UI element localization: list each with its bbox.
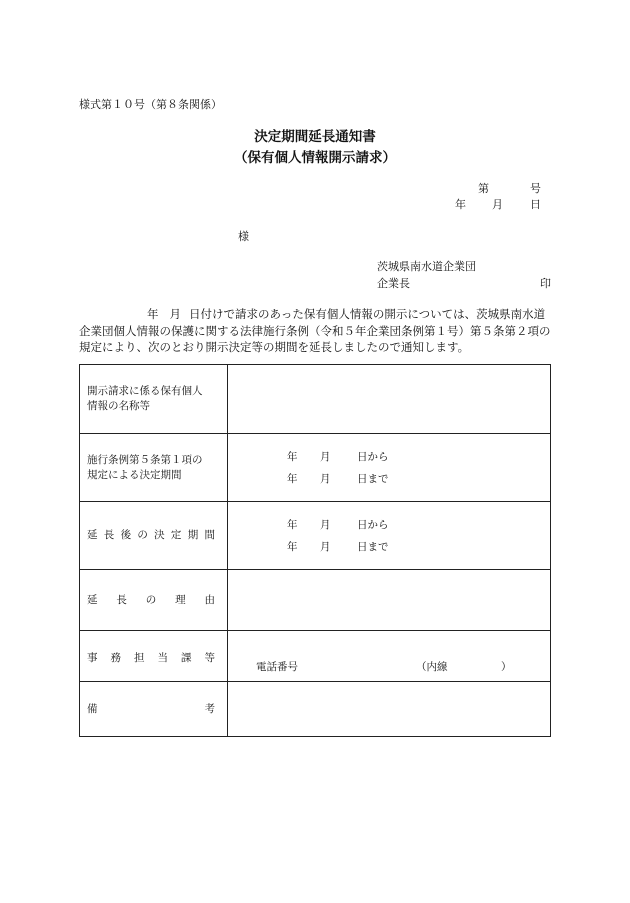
issuer-seal: 印	[540, 277, 551, 290]
row-info-name	[80, 365, 551, 434]
body-rest: 日付けで請求のあった保有個人情報の開示については、茨城県南水道企業団個人情報の保護に関する法律施行条例（令和５年企業団条例第１号）第５条第２項の規定により、次のとおり開示決定等の期間を延長しましたので通知します。	[79, 307, 551, 354]
row-remarks	[80, 682, 551, 737]
label-info-name: 開示請求に係る保有個人 情報の名称等	[80, 365, 228, 434]
date-year: 年	[455, 198, 466, 211]
document-title: 決定期間延長通知書	[254, 129, 376, 145]
doc-number-dai: 第	[478, 182, 489, 195]
value-reason[interactable]	[228, 570, 551, 631]
row-original-period	[80, 434, 551, 502]
issuer-org: 茨城県南水道企業団	[377, 260, 476, 273]
value-info-name[interactable]	[228, 365, 551, 434]
extension-close: ）	[501, 661, 512, 673]
label-office: 事 務 担 当 課 等	[80, 631, 228, 682]
value-office[interactable]	[228, 631, 551, 682]
row-reason	[80, 570, 551, 631]
date-month: 月	[492, 198, 503, 211]
extended-period-to: 年 月 日まで	[287, 540, 389, 553]
extension-open: （内線	[416, 661, 448, 673]
phone-label: 電話番号	[256, 661, 298, 673]
addressee-suffix: 様	[238, 230, 249, 243]
extended-period-from: 年 月 日から	[287, 518, 389, 531]
date-day: 日	[530, 198, 541, 211]
row-extended-period	[80, 502, 551, 570]
original-period-to: 年 月 日まで	[287, 472, 389, 485]
value-original-period[interactable]	[228, 434, 551, 502]
label-remarks: 備 考	[80, 682, 228, 737]
row-office	[80, 631, 551, 682]
body-paragraph	[79, 306, 554, 356]
label-original-period: 施行条例第５条第１項の 規定による決定期間	[80, 434, 228, 502]
document-subtitle: （保有個人情報開示請求）	[234, 150, 396, 166]
original-period-from: 年 月 日から	[287, 450, 389, 463]
value-extended-period[interactable]	[228, 502, 551, 570]
value-remarks[interactable]	[228, 682, 551, 737]
form-number: 様式第１０号（第８条関係）	[79, 98, 222, 111]
doc-number-go: 号	[530, 182, 541, 195]
label-reason: 延 長 の 理 由	[80, 570, 228, 631]
label-extended-period: 延 長 後 の 決 定 期 間	[80, 502, 228, 570]
form-table	[79, 364, 551, 737]
body-year: 年	[147, 307, 159, 321]
issuer-title: 企業長	[377, 277, 410, 290]
body-month: 月	[169, 307, 181, 321]
